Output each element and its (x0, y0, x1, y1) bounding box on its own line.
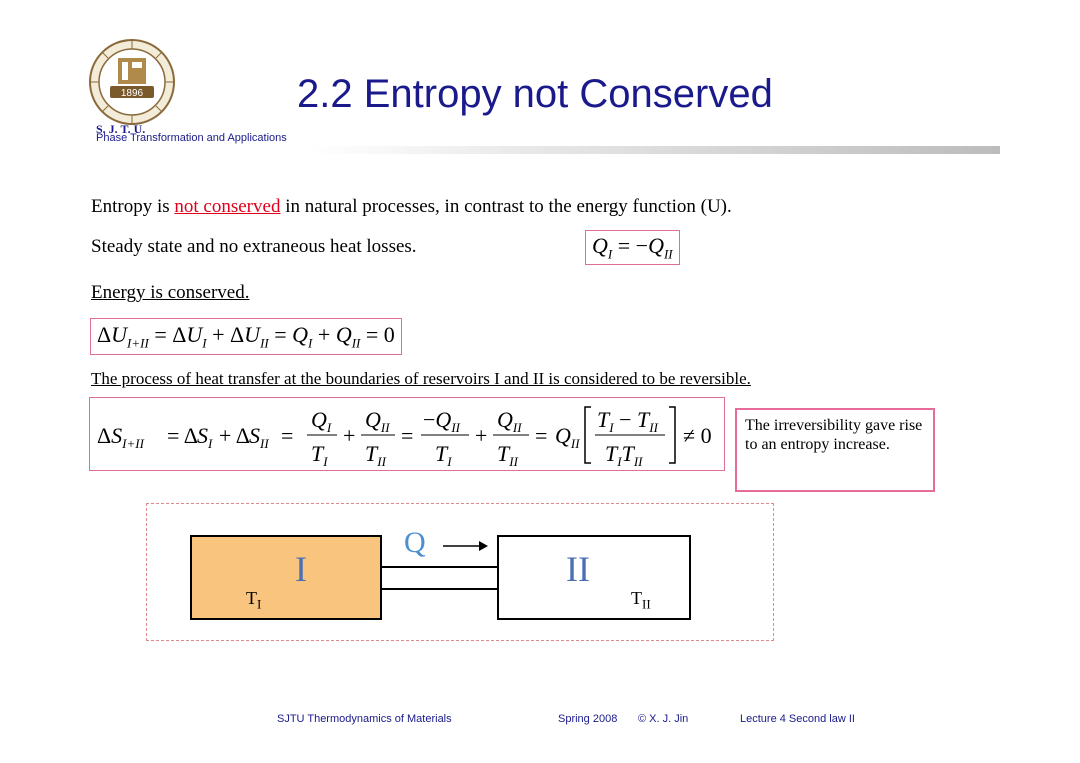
svg-text:+ Δ: + Δ (219, 423, 250, 448)
statement-steady-state: Steady state and no extraneous heat losses. (91, 236, 417, 257)
temperature-two-subscript: II (642, 596, 651, 612)
svg-text:= Δ: = Δ (167, 423, 198, 448)
svg-text:QI: $Q_I$ (311, 407, 332, 435)
arrow-right-icon (443, 540, 488, 552)
svg-text:QII: $Q_{II}$ (555, 423, 580, 451)
irreversibility-callout: The irreversibility gave rise to an entropy increase. (735, 408, 935, 492)
svg-text:+: + (475, 423, 488, 448)
svg-text:TI: $T_I$ (435, 441, 452, 469)
footer-lecture: Lecture 4 Second law II (740, 713, 855, 725)
svg-text:SI: $S_I$ (197, 423, 213, 451)
slide-title: 2.2 Entropy not Conserved (297, 72, 773, 116)
statement-entropy-pre: Entropy is (91, 196, 175, 217)
institution-name: S. J. T. U. (96, 122, 146, 136)
svg-text:+: + (343, 423, 356, 448)
heat-flow-label: Q (404, 526, 426, 559)
statement-entropy (91, 196, 732, 218)
svg-text:SII: $S_{II}$ (249, 423, 269, 451)
footer-term: Spring 2008 (558, 713, 618, 725)
reservoir-one-label: I (295, 549, 307, 589)
entropy-equation (89, 397, 725, 471)
connector-top-line (382, 566, 498, 568)
energy-conserved-heading: Energy is conserved. (91, 282, 250, 303)
heat-balance-equation: $Q_I = -Q_{II}$ (585, 230, 680, 265)
svg-text:TI: $T_I$ (311, 441, 328, 469)
reservoir-two (497, 535, 691, 620)
temperature-one-subscript: I (257, 596, 262, 612)
svg-text:≠ 0: ≠ 0 (683, 423, 712, 448)
svg-text:−QII: $-Q_{II}$ (423, 407, 460, 435)
header-divider (310, 146, 1000, 154)
temperature-two-symbol: T (631, 588, 642, 608)
svg-text:=: = (281, 423, 294, 448)
svg-text:QII: $Q_{II}$ (365, 407, 390, 435)
reservoir-two-label: II (566, 549, 590, 589)
svg-text:=: = (535, 423, 548, 448)
connector-bottom-line (382, 588, 498, 590)
svg-text:TII: $T_{II}$ (497, 441, 518, 469)
not-conserved-highlight: not conserved (174, 196, 281, 217)
energy-equation: $\Delta U_{I+II} = \Delta U_I + \Delta U_{II} = Q_I + Q_{II} = 0$ (90, 318, 402, 355)
svg-text:QII: $Q_{II}$ (497, 407, 522, 435)
svg-text:TITII: $T_IT_{II}$ (605, 441, 643, 469)
footer-course: SJTU Thermodynamics of Materials (277, 713, 452, 725)
temperature-one-symbol: T (246, 588, 257, 608)
temperature-two-label (631, 588, 651, 613)
temperature-one-label (246, 588, 261, 613)
statement-entropy-post: in natural processes, in contrast to the energy function (U). (280, 196, 732, 217)
svg-text:TII: $T_{II}$ (365, 441, 386, 469)
svg-text:=: = (401, 423, 414, 448)
reservoir-one (190, 535, 382, 620)
logo-year: 1896 (120, 88, 144, 99)
sjtu-logo-icon (88, 38, 176, 126)
course-subtitle: Phase Transformation and Applications (96, 132, 287, 144)
footer-author: © X. J. Jin (638, 713, 689, 725)
svg-text:TI − TII: $T_I - T_{II}$ (597, 407, 658, 435)
reversible-boundary-statement: The process of heat transfer at the boundaries of reservoirs I and II is considered to be reversible. (91, 369, 751, 388)
svg-text:ΔSI+II: $\Delta S_{I+II}$ (97, 423, 144, 451)
